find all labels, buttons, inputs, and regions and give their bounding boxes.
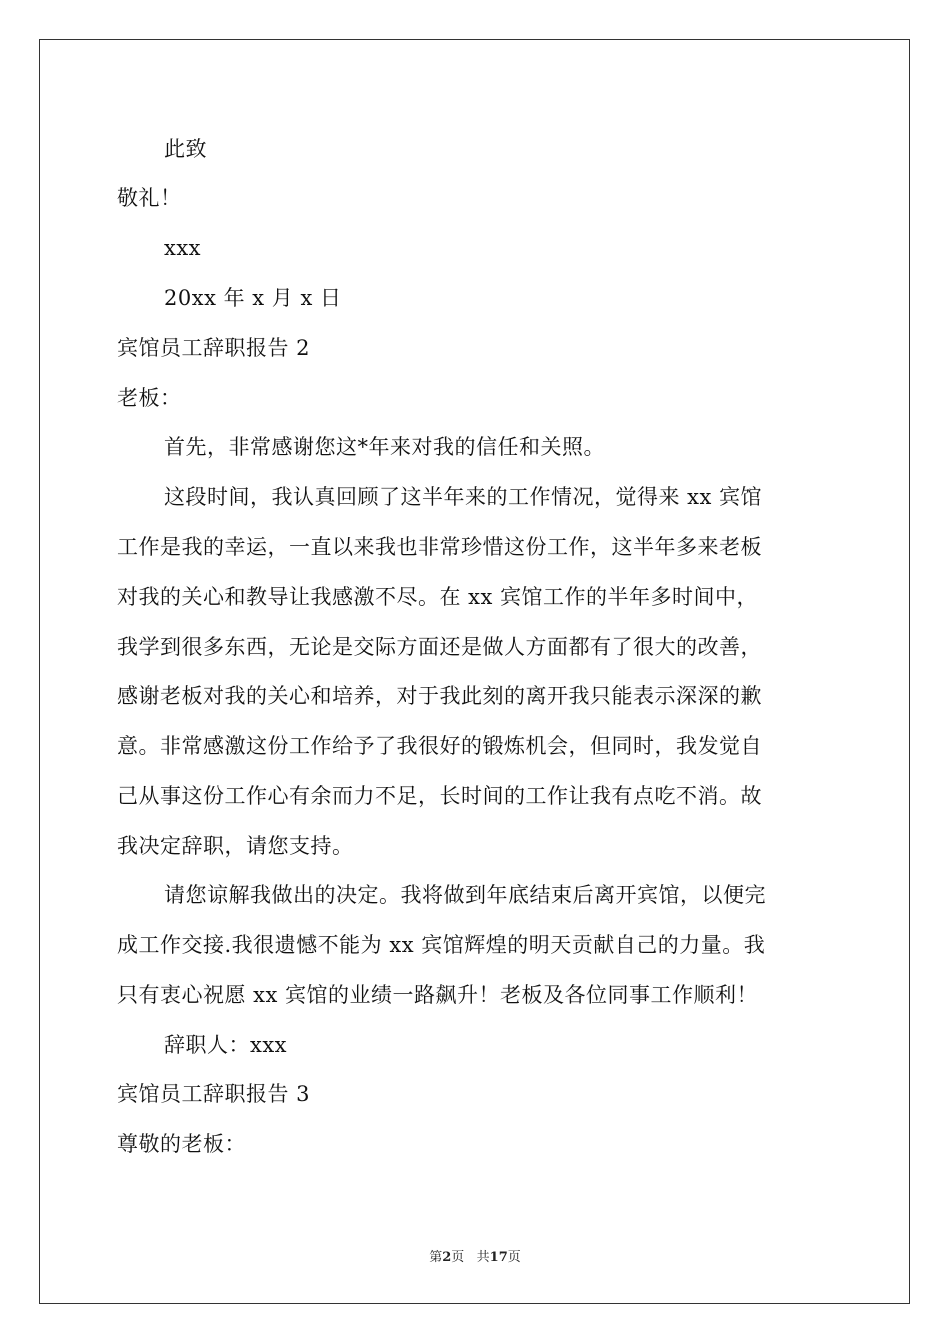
paragraph-line: 我学到很多东西，无论是交际方面还是做人方面都有了很大的改善，	[117, 635, 762, 659]
paragraph-line: 己从事这份工作心有余而力不足，长时间的工作让我有点吃不消。故	[117, 784, 762, 808]
closing-regards: 敬礼！	[117, 186, 182, 210]
letter-greeting: 尊敬的老板：	[117, 1132, 246, 1156]
paragraph-line: 意。非常感激这份工作给予了我很好的锻炼机会，但同时，我发觉自	[117, 734, 762, 758]
page-frame	[39, 39, 910, 1304]
paragraph-line: 请您谅解我做出的决定。我将做到年底结束后离开宾馆，以便完	[164, 883, 766, 907]
footer-prefix: 第	[429, 1250, 443, 1265]
paragraph-line: 首先，非常感谢您这*年来对我的信任和关照。	[164, 435, 605, 459]
signature-date: 20xx 年 x 月 x 日	[164, 286, 342, 310]
footer-middle: 页 共	[451, 1250, 490, 1265]
letter-greeting: 老板：	[117, 386, 182, 410]
paragraph-line: 感谢老板对我的关心和培养，对于我此刻的离开我只能表示深深的歉	[117, 684, 762, 708]
closing-salutation: 此致	[164, 137, 207, 161]
paragraph-line: 工作是我的幸运，一直以来我也非常珍惜这份工作，这半年多来老板	[117, 535, 762, 559]
paragraph-line: 这段时间，我认真回顾了这半年来的工作情况，觉得来 xx 宾馆	[164, 485, 763, 509]
footer-total-pages: 17	[489, 1250, 508, 1265]
section-heading-3: 宾馆员工辞职报告 3	[117, 1082, 311, 1106]
footer-page-number: 2	[442, 1250, 452, 1265]
section-heading-2: 宾馆员工辞职报告 2	[117, 336, 311, 360]
paragraph-line: 我决定辞职，请您支持。	[117, 834, 354, 858]
signature-name: xxx	[164, 236, 202, 260]
paragraph-line: 对我的关心和教导让我感激不尽。在 xx 宾馆工作的半年多时间中，	[117, 585, 759, 609]
paragraph-line: 只有衷心祝愿 xx 宾馆的业绩一路飙升！老板及各位同事工作顺利！	[117, 983, 759, 1007]
page-footer	[0, 1251, 950, 1264]
footer-suffix: 页	[507, 1250, 521, 1265]
resignee-signature: 辞职人：xxx	[164, 1033, 288, 1057]
paragraph-line: 成工作交接.我很遗憾不能为 xx 宾馆辉煌的明天贡献自己的力量。我	[117, 933, 766, 957]
